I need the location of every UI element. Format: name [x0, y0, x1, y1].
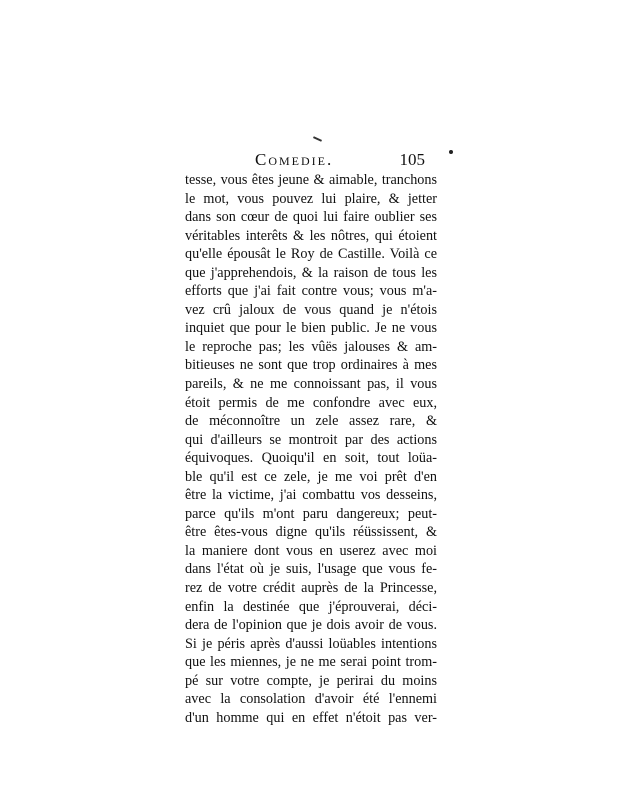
- text-line: la maniere dont vous en userez avec moi: [185, 542, 437, 559]
- text-line: être êtes-vous digne qu'ils réüssissent, &: [185, 524, 437, 541]
- text-line: dera de l'opinion que je dois avoir de vous.: [185, 617, 437, 634]
- text-line: ble qu'il est ce zele, je me voi prêt d'en: [185, 468, 437, 485]
- body-text: [185, 171, 437, 727]
- ink-mark: [313, 136, 322, 142]
- text-line: que les miennes, je ne me serai point trom-: [185, 654, 437, 671]
- text-line: dans son cœur de quoi lui faire oublier ses: [185, 209, 437, 226]
- text-line: qu'elle épousât le Roy de Castille. Voilà ce: [185, 246, 437, 263]
- text-line: pareils, & ne me connoissant pas, il vous: [185, 376, 437, 393]
- text-line: de méconnoître un zele assez rare, &: [185, 413, 437, 430]
- text-line: être la victime, j'ai combattu vos desseins,: [185, 487, 437, 504]
- text-line: pé sur votre compte, je perirai du moins: [185, 672, 437, 689]
- text-line: parce qu'ils m'ont paru dangereux; peut-: [185, 505, 437, 522]
- text-line: inquiet que pour le bien public. Je ne vous: [185, 320, 437, 337]
- text-line: équivoques. Quoiqu'il en soit, tout loüa-: [185, 450, 437, 467]
- text-line: avec la consolation d'avoir été l'ennemi: [185, 691, 437, 708]
- text-line: efforts que j'ai fait contre vous; vous m'a-: [185, 283, 437, 300]
- text-line: Si je péris après d'aussi loüables intentions: [185, 635, 437, 652]
- text-line: étoit permis de me confondre avec eux,: [185, 394, 437, 411]
- text-line: tesse, vous êtes jeune & aimable, tranchons: [185, 172, 437, 188]
- text-line: que j'apprehendois, & la raison de tous les: [185, 264, 437, 281]
- text-line: véritables interêts & les nôtres, qui étoient: [185, 227, 437, 244]
- page-number: 105: [399, 150, 425, 169]
- running-title: Comedie.: [255, 150, 334, 169]
- text-line: d'un homme qui en effet n'étoit pas ver-: [185, 709, 437, 726]
- text-line: enfin la destinée que j'éprouverai, déci-: [185, 598, 437, 615]
- text-line: rez de votre crédit auprès de la Princesse,: [185, 580, 437, 597]
- text-line: le reproche pas; les vûës jalouses & am-: [185, 338, 437, 355]
- text-line: le mot, vous pouvez lui plaire, & jetter: [185, 190, 437, 207]
- text-line: bitieuses ne sont que trop ordinaires à mes: [185, 357, 437, 374]
- text-line: dans l'état où je suis, l'usage que vous fe-: [185, 561, 437, 578]
- text-line: vez crû jaloux de vous quand je n'étois: [185, 301, 437, 318]
- text-line: qui d'ailleurs se montroit par des actions: [185, 431, 437, 448]
